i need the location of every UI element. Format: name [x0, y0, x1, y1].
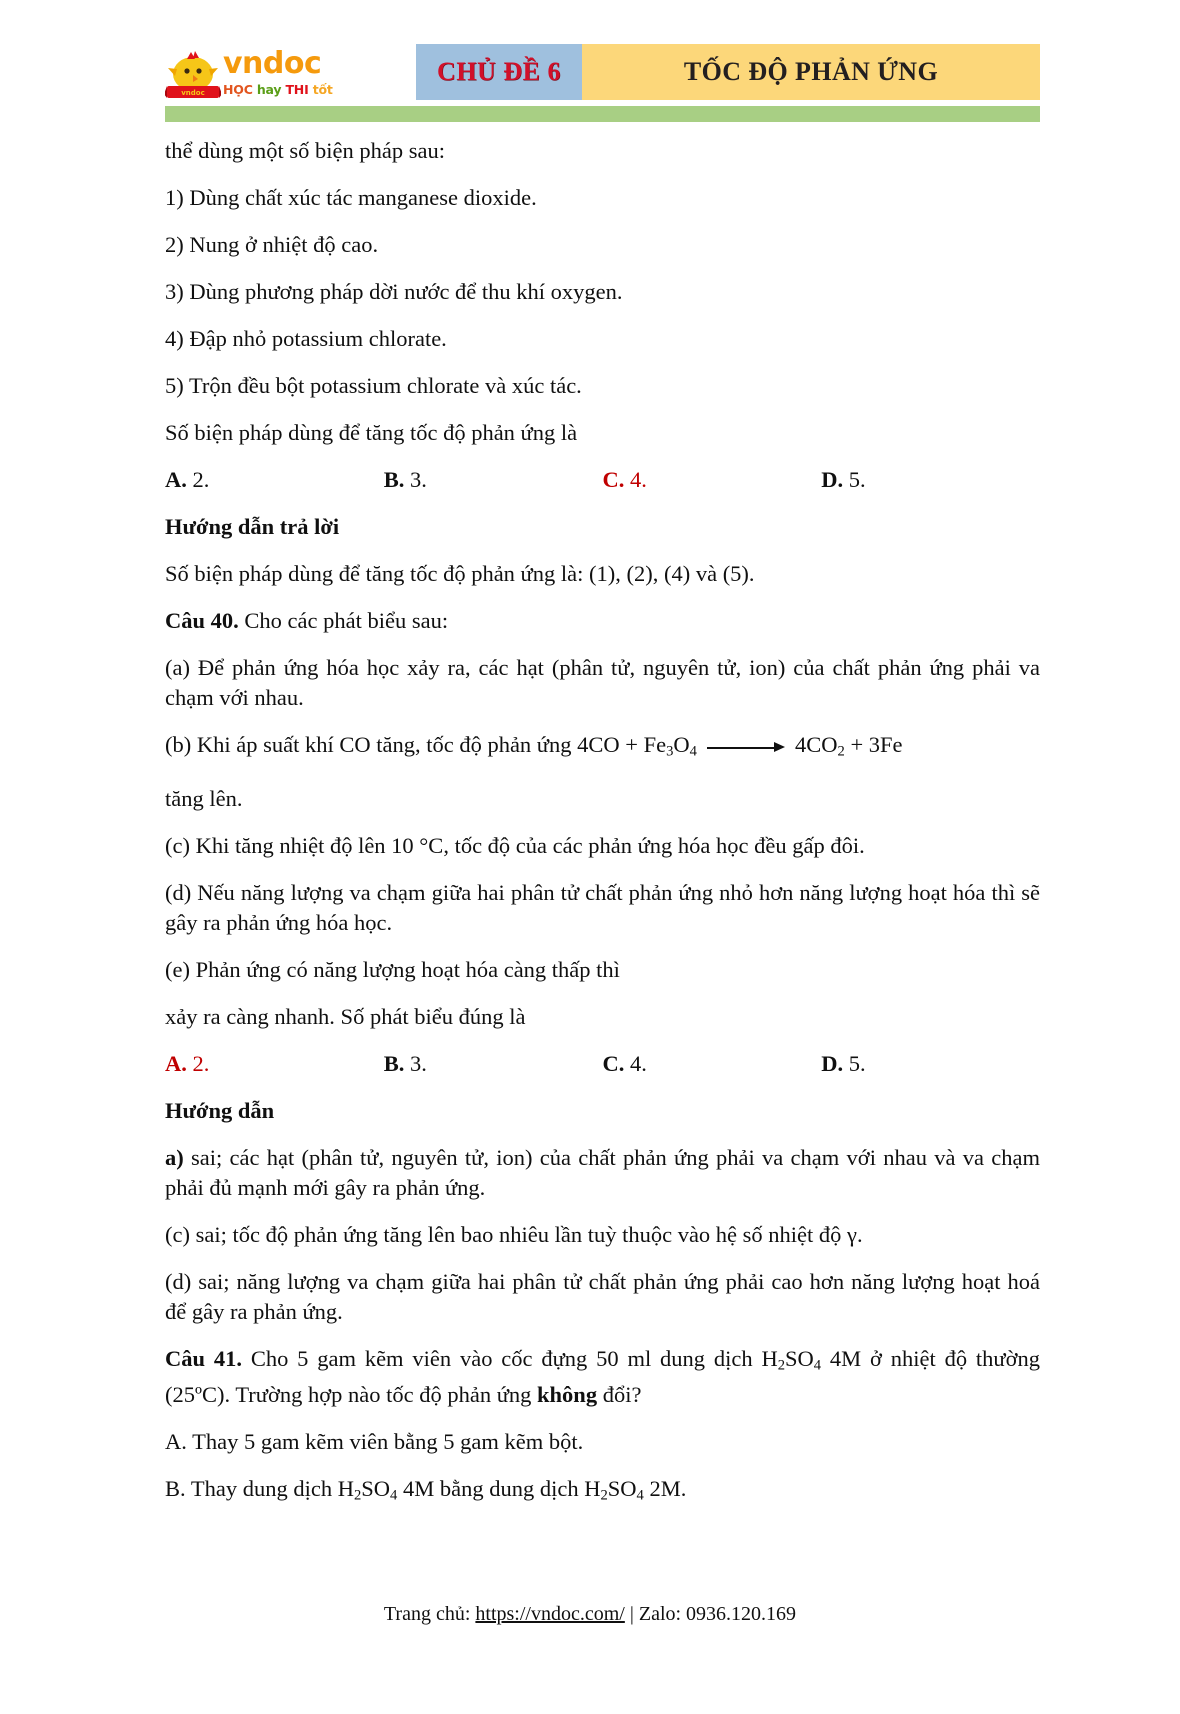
page-header: [165, 44, 1040, 136]
logo-tagline: [223, 82, 333, 97]
question-41-number: Câu 41.: [165, 1345, 242, 1371]
option-40-b-label: B.: [383, 1050, 405, 1076]
question-41-text-1: Cho 5 gam kẽm viên vào cốc đựng 50 ml dung dịch H: [250, 1345, 778, 1371]
reaction-arrow-icon: [707, 740, 785, 754]
eq-product-1: $4CO_2$: [794, 732, 845, 760]
measure-item-3: 3) Dùng phương pháp dời nước để thu khí oxygen.: [165, 279, 623, 304]
chapter-title-banner: [582, 44, 1040, 100]
measure-item-2: 2) Nung ở nhiệt độ cao.: [165, 232, 379, 257]
statement-40-e-line-1: (e) Phản ứng có năng lượng hoạt hóa càng thấp thì: [165, 956, 620, 982]
question-41-option-a[interactable]: A. Thay 5 gam kẽm viên bằng 5 gam kẽm bột.: [165, 1429, 584, 1455]
option-39-d[interactable]: [821, 465, 1040, 495]
option-39-b-label: B.: [383, 467, 405, 492]
option-40-b-value: 3.: [410, 1050, 427, 1076]
guide-40-statement-a: [165, 1143, 1040, 1203]
statement-40-b-tail: tăng lên.: [165, 785, 243, 811]
q41b-sub-1: 2: [353, 1487, 362, 1504]
option-39-d-label: D.: [821, 467, 844, 492]
option-39-a-value: 2.: [192, 467, 210, 492]
measure-item-5: 5) Trộn đều bột potassium chlorate và xúc tác.: [165, 373, 582, 398]
q41b-so-2: SO: [607, 1476, 637, 1502]
option-39-c-value: 4.: [630, 467, 647, 492]
option-40-a-value: 2.: [192, 1050, 210, 1076]
option-40-d[interactable]: [821, 1049, 1040, 1079]
option-39-d-value: 5.: [848, 467, 866, 492]
document-page: [0, 44, 1180, 1714]
statement-40-d: (d) Nếu năng lượng va chạm giữa hai phân tử chất phản ứng nhỏ hơn năng lượng hoạt hóa thì sẽ gây ra phản ứng hóa học.: [165, 879, 1040, 935]
question-40-line: [165, 606, 1040, 636]
header-green-divider: [165, 106, 1040, 122]
q41b-so: SO: [361, 1476, 391, 1502]
q41b-end: 2M.: [643, 1476, 687, 1502]
q41b-4m: 4M bằng dung dịch H: [397, 1476, 601, 1502]
option-39-a-label: A.: [165, 467, 187, 492]
statement-40-b: [165, 730, 1040, 767]
option-40-c[interactable]: [603, 1049, 822, 1079]
option-39-a[interactable]: [165, 465, 384, 495]
eq-reactant-1: 4CO: [577, 732, 620, 757]
footer-suffix: | Zalo: 0936.120.169: [624, 1603, 797, 1625]
guide-39-text: Số biện pháp dùng để tăng tốc độ phản ứng là: (1), (2), (4) và (5).: [165, 561, 755, 586]
question-41-text-3: 4M ở nhiệt độ thường (25ºC). Trường hợp nào tốc độ phản ứng: [165, 1345, 1041, 1408]
question-41-line: [165, 1344, 1040, 1411]
guide-40-statement-d: (d) sai; năng lượng va chạm giữa hai phân tử chất phản ứng phải cao hơn năng lượng hoạt hoá để gây ra phản ứng.: [165, 1268, 1040, 1324]
statement-40-e-line-2: xảy ra càng nhanh. Số phát biểu đúng là: [165, 1003, 526, 1029]
footer-prefix: Trang chủ:: [383, 1603, 476, 1625]
measure-item-4: 4) Đập nhỏ potassium chlorate.: [165, 326, 447, 351]
question-39-prompt: Số biện pháp dùng để tăng tốc độ phản ứng là: [165, 420, 578, 445]
guide-40-heading: Hướng dẫn: [165, 1097, 275, 1123]
question-40-number: Câu 40.: [165, 608, 239, 633]
svg-text:vndoc: vndoc: [181, 89, 205, 97]
eq-reactant-2: $Fe_3O_4$: [643, 732, 697, 760]
logo-tagline-part-2: hay: [256, 82, 282, 97]
guide-39-heading: Hướng dẫn trả lời: [165, 514, 340, 539]
eq-plus: +: [619, 732, 644, 757]
guide-40-statement-a-label: a): [165, 1144, 184, 1170]
chapter-title: TỐC ĐỘ PHẢN ỨNG: [683, 57, 939, 86]
option-40-d-label: D.: [821, 1050, 844, 1076]
question-40-prompt: Cho các phát biểu sau:: [244, 608, 449, 633]
vndoc-logo: [165, 46, 333, 106]
statement-40-a: (a) Để phản ứng hóa học xảy ra, các hạt (phân tử, nguyên tử, ion) của chất phản ứng phải va chạm với nhau.: [165, 655, 1040, 710]
logo-tagline-part-4: tốt: [312, 82, 333, 97]
question-41-option-b[interactable]: [165, 1474, 1040, 1511]
topic-badge-label: CHỦ ĐỀ 6: [437, 57, 561, 86]
topic-badge: [416, 44, 582, 100]
option-39-c[interactable]: [603, 465, 822, 495]
question-41-sub-1: 2: [777, 1357, 786, 1374]
question-41-text-2: SO: [785, 1345, 814, 1371]
question-41-sub-2: 4: [813, 1357, 822, 1374]
logo-wordmark: vndoc: [223, 46, 322, 81]
statement-40-c: (c) Khi tăng nhiệt độ lên 10 °C, tốc độ của các phản ứng hóa học đều gấp đôi.: [165, 832, 865, 858]
guide-40-statement-c: (c) sai; tốc độ phản ứng tăng lên bao nhiêu lần tuỳ thuộc vào hệ số nhiệt độ γ.: [165, 1221, 863, 1247]
footer-website-link[interactable]: https://vndoc.com/: [475, 1603, 625, 1625]
question-40-options: [165, 1049, 1040, 1079]
guide-40-statement-a-text: sai; các hạt (phân tử, nguyên tử, ion) của chất phản ứng phải va chạm với nhau và va chạm phải đủ mạnh mới gây ra phản ứng.: [165, 1144, 1040, 1200]
question-41-option-b-prefix: B. Thay dung dịch H: [165, 1476, 354, 1502]
eq-product-2: 3Fe: [868, 732, 903, 757]
logo-tagline-part-1: HỌC: [223, 82, 253, 97]
intro-line: thể dùng một số biện pháp sau:: [165, 138, 445, 163]
option-40-b[interactable]: [384, 1049, 603, 1079]
measure-item-1: 1) Dùng chất xúc tác manganese dioxide.: [165, 185, 537, 210]
option-40-a-label: A.: [165, 1050, 187, 1076]
option-40-c-label: C.: [602, 1050, 625, 1076]
page-footer: [0, 1603, 1180, 1626]
eq-plus-2: +: [844, 732, 869, 757]
q41b-sub-4: 4: [636, 1487, 644, 1504]
option-40-a[interactable]: [165, 1049, 384, 1079]
logo-tagline-part-3: THI: [285, 82, 309, 97]
q41b-sub-2: 4: [390, 1487, 398, 1504]
q41b-sub-3: 2: [600, 1487, 608, 1504]
option-39-c-label: C.: [602, 467, 625, 492]
option-39-b[interactable]: [384, 465, 603, 495]
statement-40-b-prefix: (b) Khi áp suất khí CO tăng, tốc độ phản ứng: [165, 732, 578, 757]
document-content: [165, 136, 1040, 1511]
vndoc-rooster-logo-icon: [165, 50, 221, 102]
question-41-bold-word: không: [537, 1382, 598, 1408]
option-39-b-value: 3.: [410, 467, 427, 492]
option-40-d-value: 5.: [848, 1050, 866, 1076]
option-40-c-value: 4.: [630, 1050, 647, 1076]
question-39-options: [165, 465, 1040, 495]
question-41-text-4: đổi?: [597, 1382, 642, 1408]
